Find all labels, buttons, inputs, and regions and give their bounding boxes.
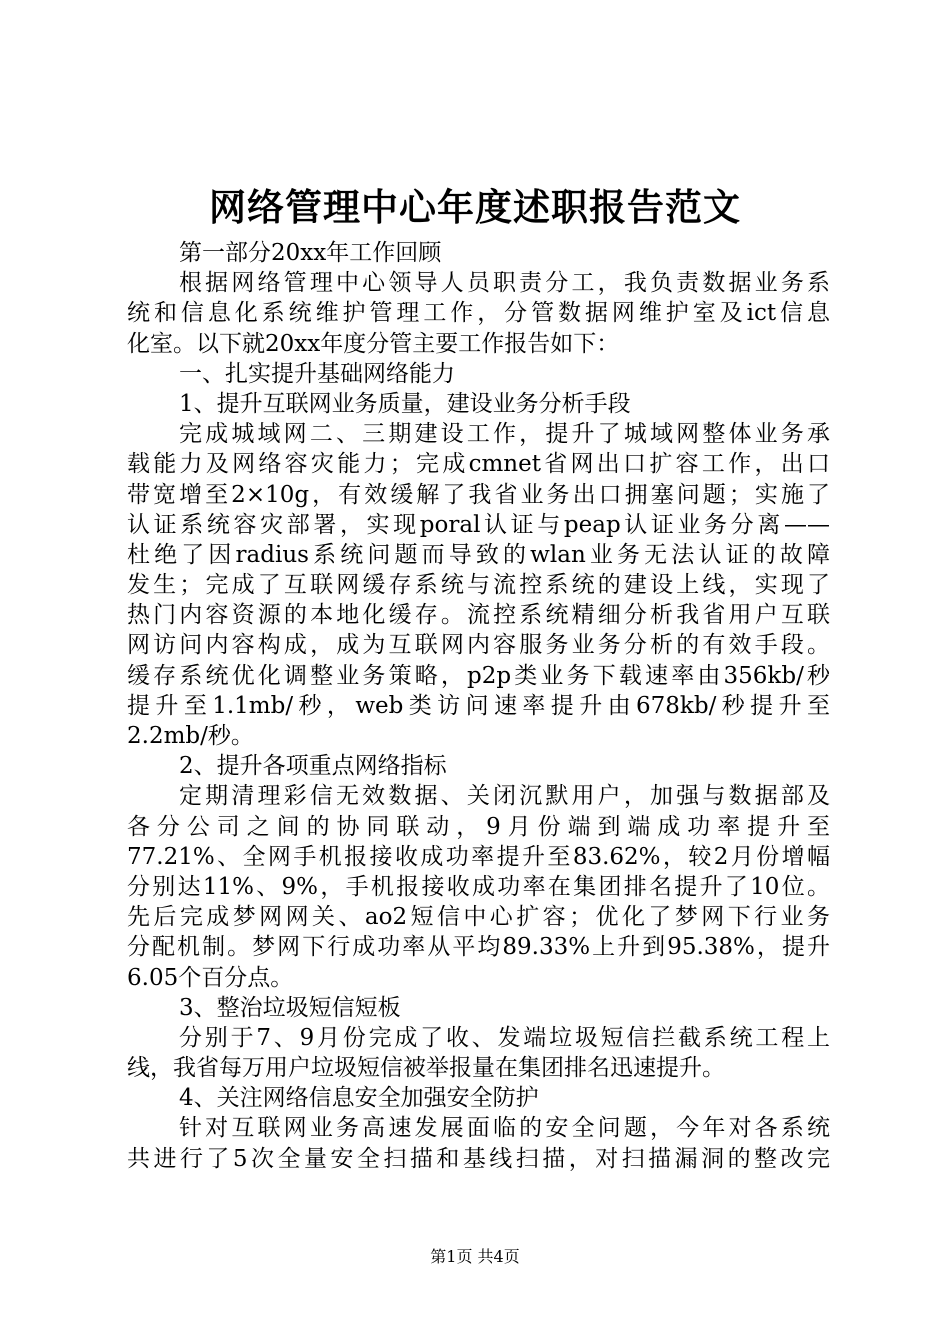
text-line: 共进行了5次全量安全扫描和基线扫描，对扫描漏洞的整改完 <box>127 1145 830 1172</box>
text-line: 2、提升各项重点网络指标 <box>179 753 447 780</box>
text-line: 分别于7、9月份完成了收、发端垃圾短信拦截系统工程上 <box>179 1024 830 1051</box>
text-line: 4、关注网络信息安全加强安全防护 <box>179 1085 539 1112</box>
text-line: 线，我省每万用户垃圾短信被举报量在集团排名迅速提升。 <box>127 1055 725 1082</box>
text-line: 网访问内容构成，成为互联网内容服务业务分析的有效手段。 <box>127 632 830 659</box>
text-line: 根据网络管理中心领导人员职责分工，我负责数据业务系 <box>179 270 830 297</box>
text-line: 热门内容资源的本地化缓存。流控系统精细分析我省用户互联 <box>127 602 830 629</box>
text-line: 化室。以下就20xx年度分管主要工作报告如下： <box>127 330 620 357</box>
text-line: 分配机制。梦网下行成功率从平均89.33%上升到95.38%，提升 <box>127 934 830 961</box>
text-line: 认证系统容灾部署，实现poral认证与peap认证业务分离—— <box>127 511 830 538</box>
text-line: 带宽增至2×10g，有效缓解了我省业务出口拥塞问题；实施了 <box>127 481 830 508</box>
document-title: 网络管理中心年度述职报告范文 <box>209 185 741 229</box>
text-line: 分别达11%、9%，手机报接收成功率在集团排名提升了10位。 <box>127 873 830 900</box>
text-line: 缓存系统优化调整业务策略，p2p类业务下载速率由356kb/秒 <box>127 662 830 689</box>
text-line: 2.2mb/秒。 <box>127 723 254 749</box>
text-line: 发生；完成了互联网缓存系统与流控系统的建设上线，实现了 <box>127 572 830 599</box>
text-line: 一、扎实提升基础网络能力 <box>179 360 455 387</box>
text-line: 3、整治垃圾短信短板 <box>179 994 401 1021</box>
text-line: 先后完成梦网网关、ao2短信中心扩容；优化了梦网下行业务 <box>127 904 830 931</box>
text-line: 统和信息化系统维护管理工作，分管数据网维护室及ict信息 <box>127 300 830 327</box>
text-line: 定期清理彩信无效数据、关闭沉默用户，加强与数据部及 <box>179 783 830 810</box>
text-line: 提升至1.1mb/秒，web类访问速率提升由678kb/秒提升至 <box>127 692 830 719</box>
page-footer: 第1页 共4页 <box>430 1247 520 1266</box>
text-line: 第一部分20xx年工作回顾 <box>179 240 442 266</box>
text-line: 各分公司之间的协同联动，9月份端到端成功率提升至 <box>127 813 830 840</box>
text-line: 杜绝了因radius系统问题而导致的wlan业务无法认证的故障 <box>127 541 830 568</box>
document-body <box>127 238 830 1174</box>
text-line: 6.05个百分点。 <box>127 964 294 991</box>
text-line: 77.21%、全网手机报接收成功率提升至83.62%，较2月份增幅 <box>127 843 830 870</box>
text-line: 完成城域网二、三期建设工作，提升了城域网整体业务承 <box>179 421 830 448</box>
text-line: 针对互联网业务高速发展面临的安全问题，今年对各系统 <box>179 1115 830 1142</box>
text-line: 1、提升互联网业务质量，建设业务分析手段 <box>179 390 631 417</box>
text-line: 载能力及网络容灾能力；完成cmnet省网出口扩容工作，出口 <box>127 451 830 478</box>
